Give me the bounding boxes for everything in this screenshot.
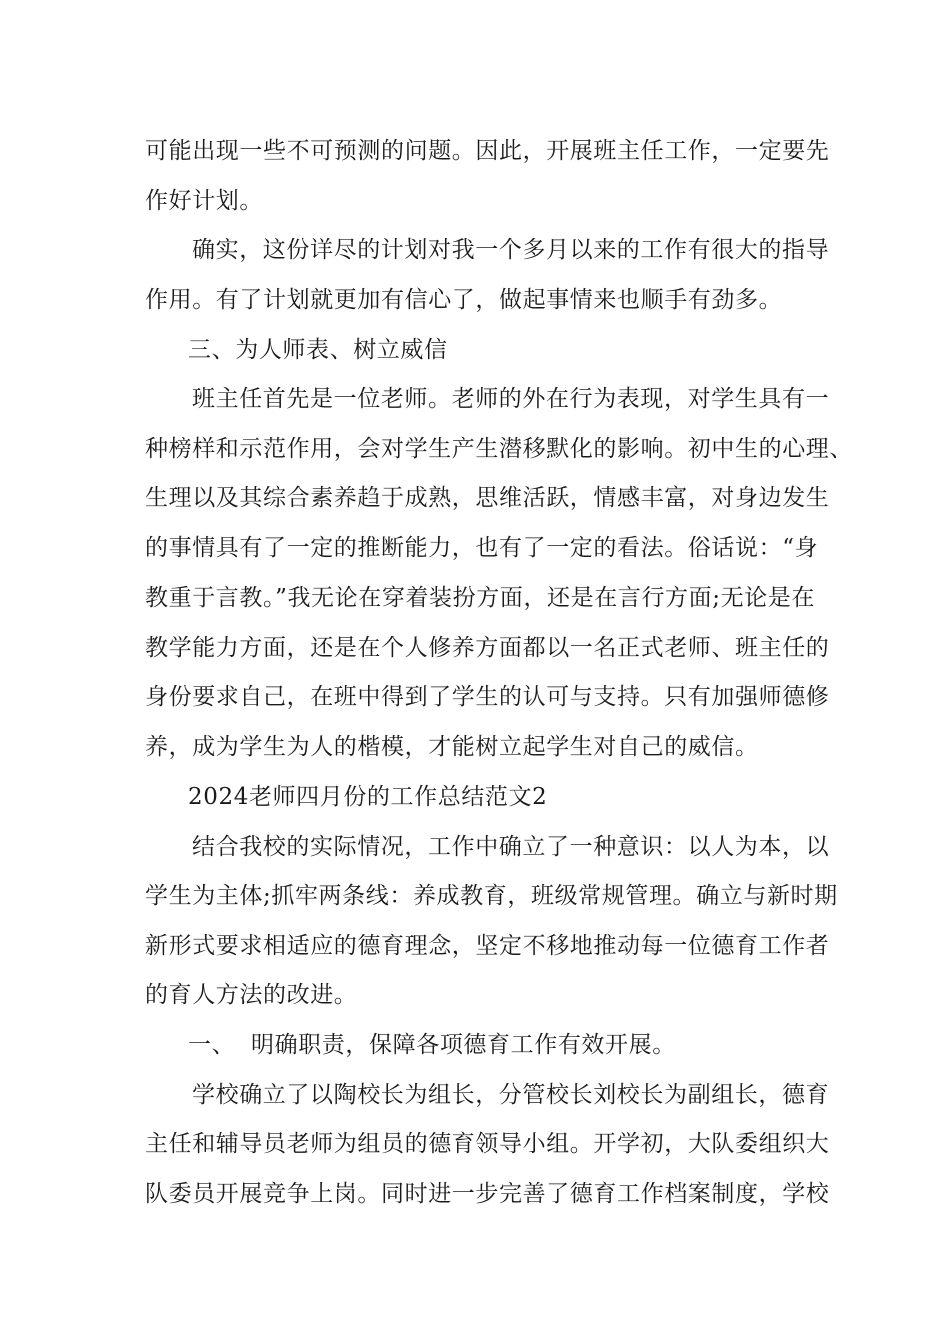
paragraph-line: 班主任首先是一位老师。老师的外在行为表现，对学生具有一 [192, 386, 830, 412]
section-heading: 三、为人师表、树立威信 [188, 337, 448, 363]
paragraph-line: 结合我校的实际情况，工作中确立了一种意识：以人为本，以 [192, 834, 830, 860]
paragraph-line: 种榜样和示范作用，会对学生产生潜移默化的影响。初中生的心理、 [145, 436, 853, 462]
paragraph-line: 学生为主体;抓牢两条线：养成教育，班级常规管理。确立与新时期 [145, 883, 838, 909]
paragraph-line: 确实，这份详尽的计划对我一个多月以来的工作有很大的指导 [192, 237, 830, 263]
document-subtitle: 2024老师四月份的工作总结范文2 [188, 784, 548, 810]
paragraph-line: 养，成为学生为人的楷模，才能树立起学生对自己的威信。 [145, 734, 759, 760]
paragraph-line: 新形式要求相适应的德育理念，坚定不移地推动每一位德育工作者 [145, 933, 830, 959]
section-heading: 一、 明确职责，保障各项德育工作有效开展。 [188, 1032, 676, 1058]
paragraph-line: 生理以及其综合素养趋于成熟，思维活跃，情感丰富，对身边发生 [145, 485, 830, 511]
paragraph-line: 可能出现一些不可预测的问题。因此，开展班主任工作，一定要先 [145, 138, 830, 164]
paragraph-line: 教重于言教。”我无论在穿着装扮方面，还是在言行方面;无论是在 [145, 585, 816, 611]
paragraph-line: 教学能力方面，还是在个人修养方面都以一名正式老师、班主任的 [145, 635, 830, 661]
paragraph-line: 学校确立了以陶校长为组长，分管校长刘校长为副组长，德育 [192, 1082, 830, 1108]
paragraph-line: 队委员开展竞争上岗。同时进一步完善了德育工作档案制度，学校 [145, 1181, 830, 1207]
paragraph-line: 作用。有了计划就更加有信心了，做起事情来也顺手有劲多。 [145, 287, 783, 313]
paragraph-line: 作好计划。 [145, 188, 263, 214]
paragraph-line: 主任和辅导员老师为组员的德育领导小组。开学初，大队委组织大 [145, 1131, 830, 1157]
paragraph-line: 的事情具有了一定的推断能力，也有了一定的看法。俗话说：“身 [145, 535, 819, 561]
paragraph-line: 的育人方法的改进。 [145, 982, 358, 1008]
paragraph-line: 身份要求自己，在班中得到了学生的认可与支持。只有加强师德修 [145, 684, 830, 710]
